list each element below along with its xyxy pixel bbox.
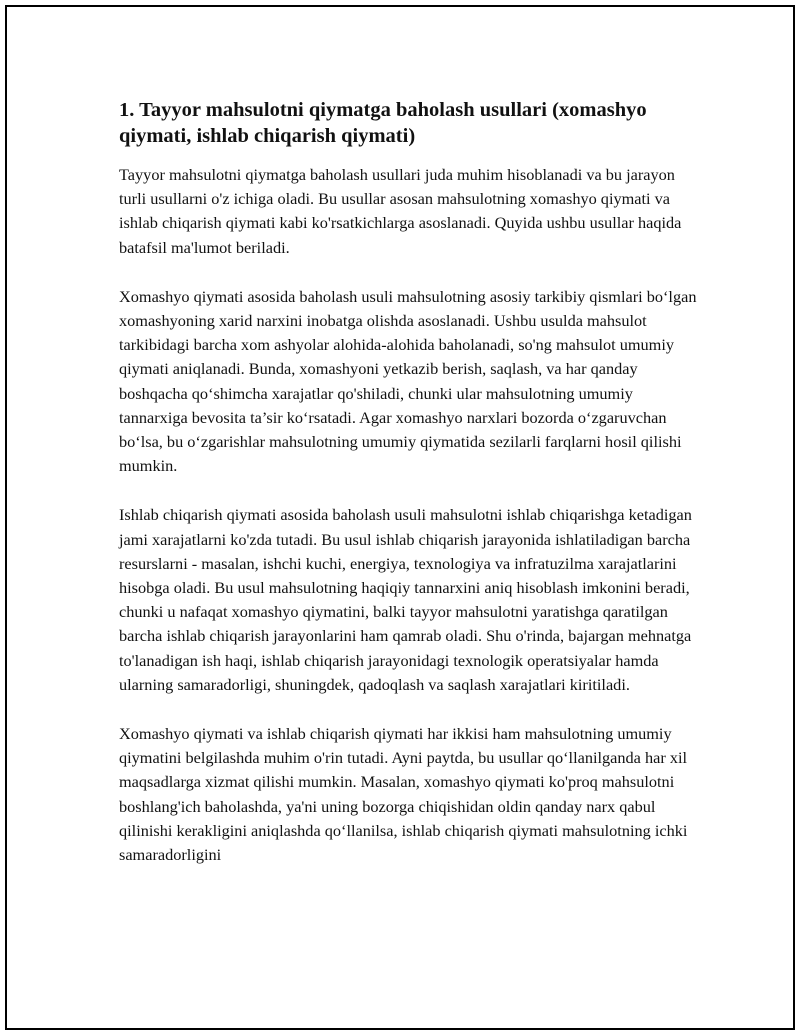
paragraph-intro: Tayyor mahsulotni qiymatga baholash usullari juda muhim hisoblanadi va bu jarayon turli usullarni o'z ichiga oladi. Bu usullar asosan mahsulotning xomashyo qiymati va ishlab chiqarish qiymati kabi ko'rsatkichlarga asoslanadi. Quyida ushbu usullar haqida batafsil ma'lumot beriladi. xyxy=(119,165,682,257)
paragraph-comparison: Xomashyo qiymati va ishlab chiqarish qiymati har ikkisi ham mahsulotning umumiy qiymatini belgilashda muhim o'rin tutadi. Ayni paytda, bu usullar qo‘llanilganda har xil maqsadlarga xizmat qilishi mumkin. Masalan, xomashyo qiymati ko'proq mahsulotni boshlang'ich baholashda, ya'ni uning bozorga chiqishidan oldin qanday narx qabul qilinishi kerakligini aniqlashda qo‘llanilsa, ishlab chiqarish qiymati mahsulotning ichki samaradorligini xyxy=(119,724,688,865)
paragraph-production-cost-method: Ishlab chiqarish qiymati asosida baholash usuli mahsulotni ishlab chiqarishga ketadigan jami xarajatlarni ko'zda tutadi. Bu usul ishlab chiqarish jarayonida ishlatiladigan barcha resurslarni - masalan, ishchi kuchi, energiya, texnologiya va infratuzilma xarajatlarini hisobga oladi. Bu usul mahsulotning haqiqiy tannarxini aniq hisoblash imkonini beradi, chunki u nafaqat xomashyo qiymatini, balki tayyor mahsulotni yaratishga qaratilgan barcha ishlab chiqarish jarayonlarini ham qamrab oladi. Shu o'rinda, bajargan mehnatga to'lanadigan ish haqi, ishlab chiqarish jarayonidagi texnologik operatsiyalar hamda ularning samaradorligi, shuningdek, qadoqlash va saqlash xarajatlari kiritiladi. xyxy=(119,505,692,694)
document-body xyxy=(119,97,699,892)
section-heading: 1. Tayyor mahsulotni qiymatga baholash usullari (xomashyo qiymati, ishlab chiqarish qiymati) xyxy=(119,99,647,147)
paragraph-raw-material-method: Xomashyo qiymati asosida baholash usuli mahsulotning asosiy tarkibiy qismlari bo‘lgan xomashyoning xarid narxini inobatga olishda asoslanadi. Ushbu usulda mahsulot tarkibidagi barcha xom ashyolar alohida-alohida baholanadi, so'ng mahsulot umumiy qiymati aniqlanadi. Bunda, xomashyoni yetkazib berish, saqlash, va har qanday boshqacha qo‘shimcha xarajatlar qo'shiladi, chunki ular mahsulotning umumiy tannarxiga bevosita ta’sir ko‘rsatadi. Agar xomashyo narxlari bozorda o‘zgaruvchan bo‘lsa, bu o‘zgarishlar mahsulotning umumiy qiymatida sezilarli farqlarni hosil qilishi mumkin. xyxy=(119,286,697,476)
page-frame xyxy=(5,5,795,1030)
